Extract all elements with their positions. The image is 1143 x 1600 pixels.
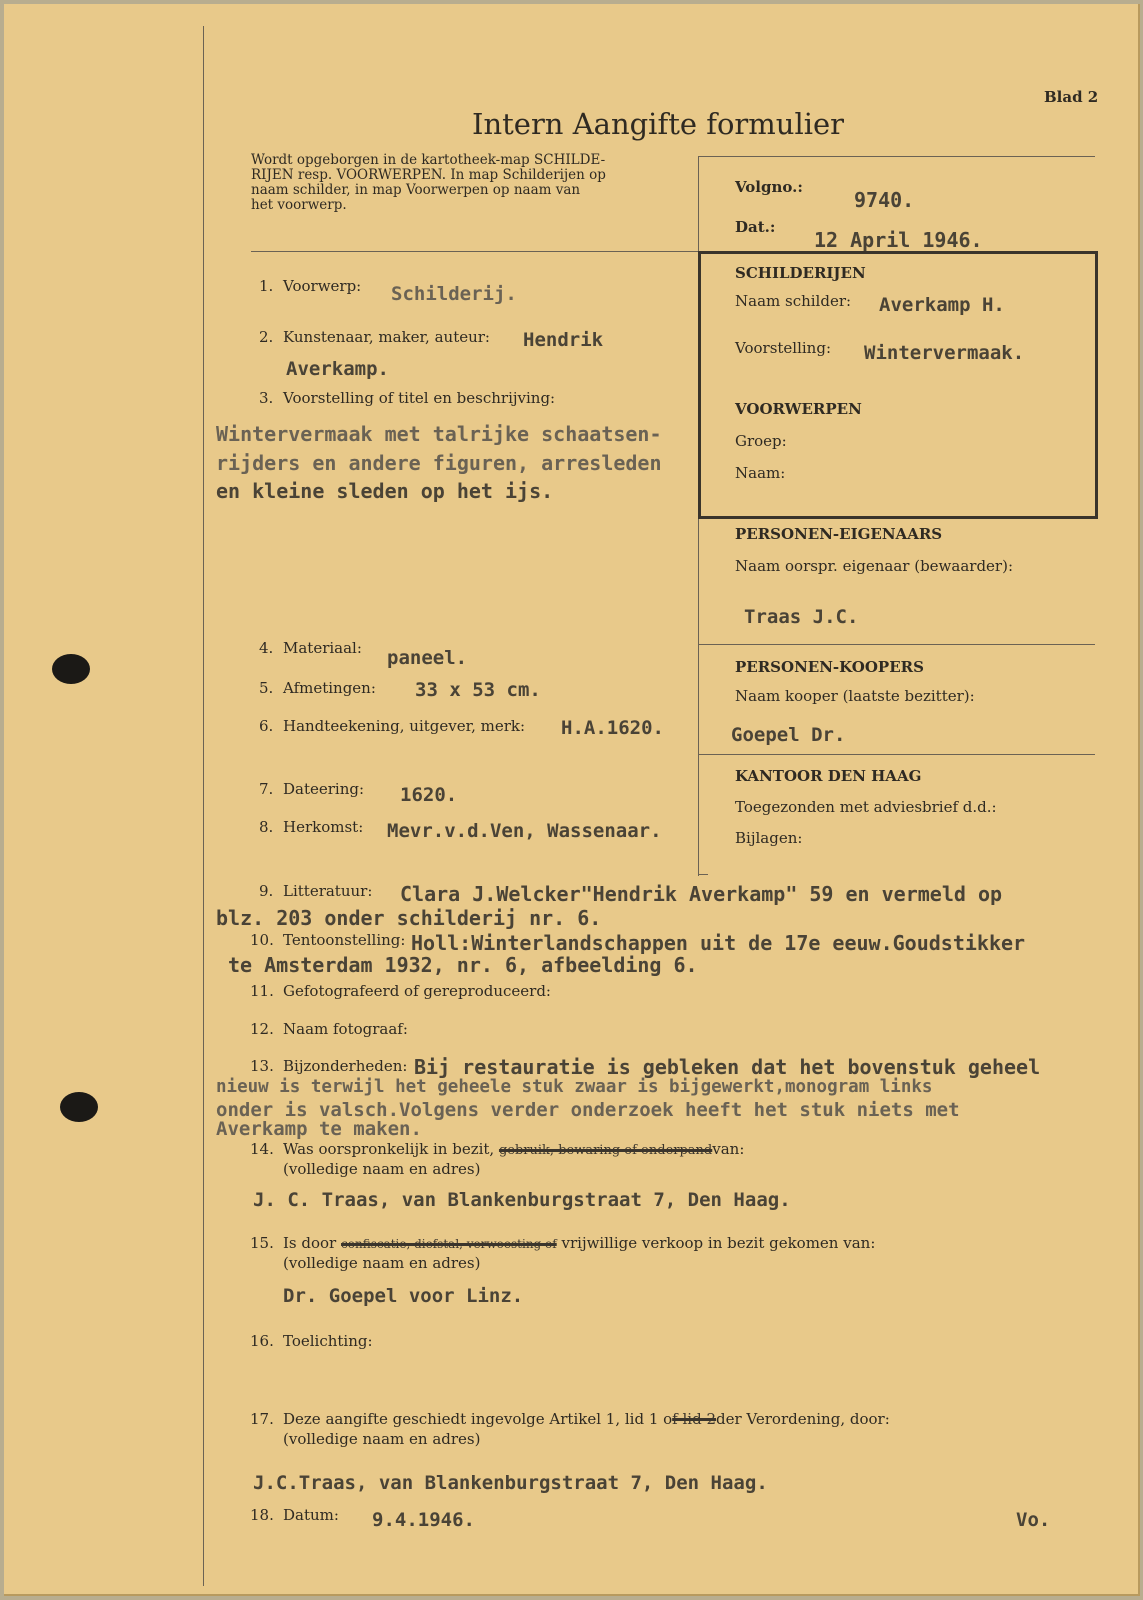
field-5-label: Afmetingen: <box>283 679 376 697</box>
instructions-line-3: naam schilder, in map Voorwerpen op naam van <box>251 182 581 198</box>
instructions-line-4: het voorwerp. <box>251 197 347 213</box>
eigenaar-label: Naam oorspr. eigenaar (bewaarder): <box>735 557 1014 575</box>
field-15-label <box>283 1236 875 1251</box>
toegezonden-label: Toegezonden met adviesbrief d.d.: <box>735 798 997 816</box>
field-2-value-1: Hendrik <box>523 329 604 351</box>
field-17-label-b: der Verordening, door: <box>716 1410 890 1428</box>
rule-header-top <box>698 156 1095 157</box>
rule-kantoor-bottom <box>698 874 708 875</box>
field-13-line-3: onder is valsch.Volgens verder onderzoek heeft het stuk niets met <box>216 1099 960 1121</box>
instructions-line-1: Wordt opgeborgen in de kartotheek-map SCHILDE- <box>251 152 606 168</box>
voorwerpen-heading: VOORWERPEN <box>735 400 862 418</box>
field-13-line-1: Bij restauratie is gebleken dat het bovenstuk geheel <box>414 1055 1041 1079</box>
field-16-num: 16. <box>250 1332 274 1350</box>
field-17-num: 17. <box>250 1410 274 1428</box>
voorstelling-value: Wintervermaak. <box>864 342 1025 364</box>
page-title: Intern Aangifte formulier <box>472 107 845 141</box>
field-18-label: Datum: <box>283 1506 339 1524</box>
koopers-heading: PERSONEN-KOOPERS <box>735 658 924 676</box>
field-2-value-2: Averkamp. <box>286 358 389 380</box>
instructions-line-2: RIJEN resp. VOORWERPEN. In map Schilderijen op <box>251 167 606 183</box>
sheet-label: Blad 2 <box>1044 88 1099 106</box>
field-17-value: J.C.Traas, van Blankenburgstraat 7, Den Haag. <box>253 1472 768 1494</box>
field-10-value-2: te Amsterdam 1932, nr. 6, afbeelding 6. <box>228 953 698 977</box>
field-17-label-a: Deze aangifte geschiedt ingevolge Artikel 1, lid 1 o <box>283 1410 673 1428</box>
field-4-label: Materiaal: <box>283 639 362 657</box>
field-18-initials: Vo. <box>1016 1509 1051 1531</box>
field-9-value-2: blz. 203 onder schilderij nr. 6. <box>216 906 602 930</box>
field-9-num: 9. <box>259 882 274 900</box>
volgno-value: 9740. <box>854 188 915 212</box>
field-3-line-1: Wintervermaak met talrijke schaatsen- <box>216 422 662 446</box>
kooper-value: Goepel Dr. <box>731 724 846 746</box>
field-10-num: 10. <box>250 931 274 949</box>
date-value: 12 April 1946. <box>814 228 983 252</box>
field-12-num: 12. <box>250 1020 274 1038</box>
field-11-num: 11. <box>250 982 274 1000</box>
left-margin-line <box>203 26 204 1586</box>
schilderijen-heading: SCHILDERIJEN <box>735 264 866 282</box>
field-14-sub: (volledige naam en adres) <box>283 1160 481 1178</box>
field-14-label <box>283 1142 744 1157</box>
field-13-line-2: nieuw is terwijl het geheele stuk zwaar is bijgewerkt,monogram links <box>216 1077 933 1097</box>
field-7-value: 1620. <box>400 784 458 806</box>
field-15-num: 15. <box>250 1234 274 1252</box>
field-15-label-a: Is door <box>283 1234 337 1252</box>
bijlagen-label: Bijlagen: <box>735 829 803 847</box>
kantoor-heading: KANTOOR DEN HAAG <box>735 767 922 785</box>
field-2-label: Kunstenaar, maker, auteur: <box>283 328 490 346</box>
field-18-num: 18. <box>250 1506 274 1524</box>
field-5-value: 33 x 53 cm. <box>415 679 541 701</box>
rule-koopers-top <box>698 644 1095 645</box>
field-15-value: Dr. Goepel voor Linz. <box>283 1285 524 1307</box>
field-2-num: 2. <box>259 328 274 346</box>
field-9-label: Litteratuur: <box>283 882 373 900</box>
field-6-num: 6. <box>259 717 274 735</box>
rule-header-bottom <box>251 251 698 252</box>
field-4-value: paneel. <box>387 647 468 669</box>
punch-hole-bottom <box>60 1092 98 1122</box>
field-13-label: Bijzonderheden: <box>283 1057 408 1075</box>
voorstelling-label: Voorstelling: <box>735 339 831 357</box>
naam-schilder-value: Averkamp H. <box>879 294 1005 316</box>
punch-hole-top <box>52 654 90 684</box>
field-7-label: Dateering: <box>283 780 365 798</box>
date-label: Dat.: <box>735 218 776 236</box>
field-12-label: Naam fotograaf: <box>283 1020 408 1038</box>
field-6-value: H.A.1620. <box>561 717 664 739</box>
field-16-label: Toelichting: <box>283 1332 373 1350</box>
kooper-label: Naam kooper (laatste bezitter): <box>735 687 975 705</box>
field-14-label-b: van: <box>712 1140 745 1158</box>
field-17-sub: (volledige naam en adres) <box>283 1430 481 1448</box>
field-17-struck: f lid 2 <box>672 1410 716 1428</box>
field-14-label-a: Was oorspronkelijk in bezit, <box>283 1140 495 1158</box>
volgno-label: Volgno.: <box>735 178 803 196</box>
field-15-sub: (volledige naam en adres) <box>283 1254 481 1272</box>
field-10-value-1: Holl:Winterlandschappen uit de 17e eeuw.Goudstikker <box>411 931 1026 955</box>
field-13-num: 13. <box>250 1057 274 1075</box>
field-7-num: 7. <box>259 780 274 798</box>
eigenaars-heading: PERSONEN-EIGENAARS <box>735 525 943 543</box>
field-15-label-b: vrijwillige verkoop in bezit gekomen van: <box>561 1234 876 1252</box>
field-8-num: 8. <box>259 818 274 836</box>
eigenaar-value: Traas J.C. <box>744 606 859 628</box>
field-14-struck: gebruik, bewaring of onderpand <box>498 1143 713 1158</box>
field-1-num: 1. <box>259 277 274 295</box>
form-sheet <box>4 4 1140 1596</box>
groep-label: Groep: <box>735 432 787 450</box>
field-1-value: Schilderij. <box>391 283 517 305</box>
field-3-label: Voorstelling of titel en beschrijving: <box>283 389 556 407</box>
field-3-line-3: en kleine sleden op het ijs. <box>216 479 554 503</box>
field-3-line-2: rijders en andere figuren, arresleden <box>216 451 662 475</box>
field-3-num: 3. <box>259 389 274 407</box>
field-4-num: 4. <box>259 639 274 657</box>
field-13-line-4: Averkamp te maken. <box>216 1118 422 1140</box>
field-14-num: 14. <box>250 1140 274 1158</box>
field-8-label: Herkomst: <box>283 818 364 836</box>
field-17-label <box>283 1412 890 1427</box>
voorwerp-naam-label: Naam: <box>735 464 786 482</box>
field-8-value: Mevr.v.d.Ven, Wassenaar. <box>387 820 662 842</box>
rule-kantoor-top <box>698 754 1095 755</box>
field-15-struck: confiscatie, diefstal, verwoesting of <box>341 1237 557 1251</box>
field-6-label: Handteekening, uitgever, merk: <box>283 717 526 735</box>
field-18-value: 9.4.1946. <box>372 1509 475 1531</box>
field-11-label: Gefotografeerd of gereproduceerd: <box>283 982 551 1000</box>
naam-schilder-label: Naam schilder: <box>735 292 852 310</box>
field-9-value-1: Clara J.Welcker"Hendrik Averkamp" 59 en vermeld op <box>400 882 1003 906</box>
field-14-value: J. C. Traas, van Blankenburgstraat 7, Den Haag. <box>253 1189 791 1211</box>
field-5-num: 5. <box>259 679 274 697</box>
field-1-label: Voorwerp: <box>283 277 362 295</box>
field-10-label: Tentoonstelling: <box>283 931 406 949</box>
